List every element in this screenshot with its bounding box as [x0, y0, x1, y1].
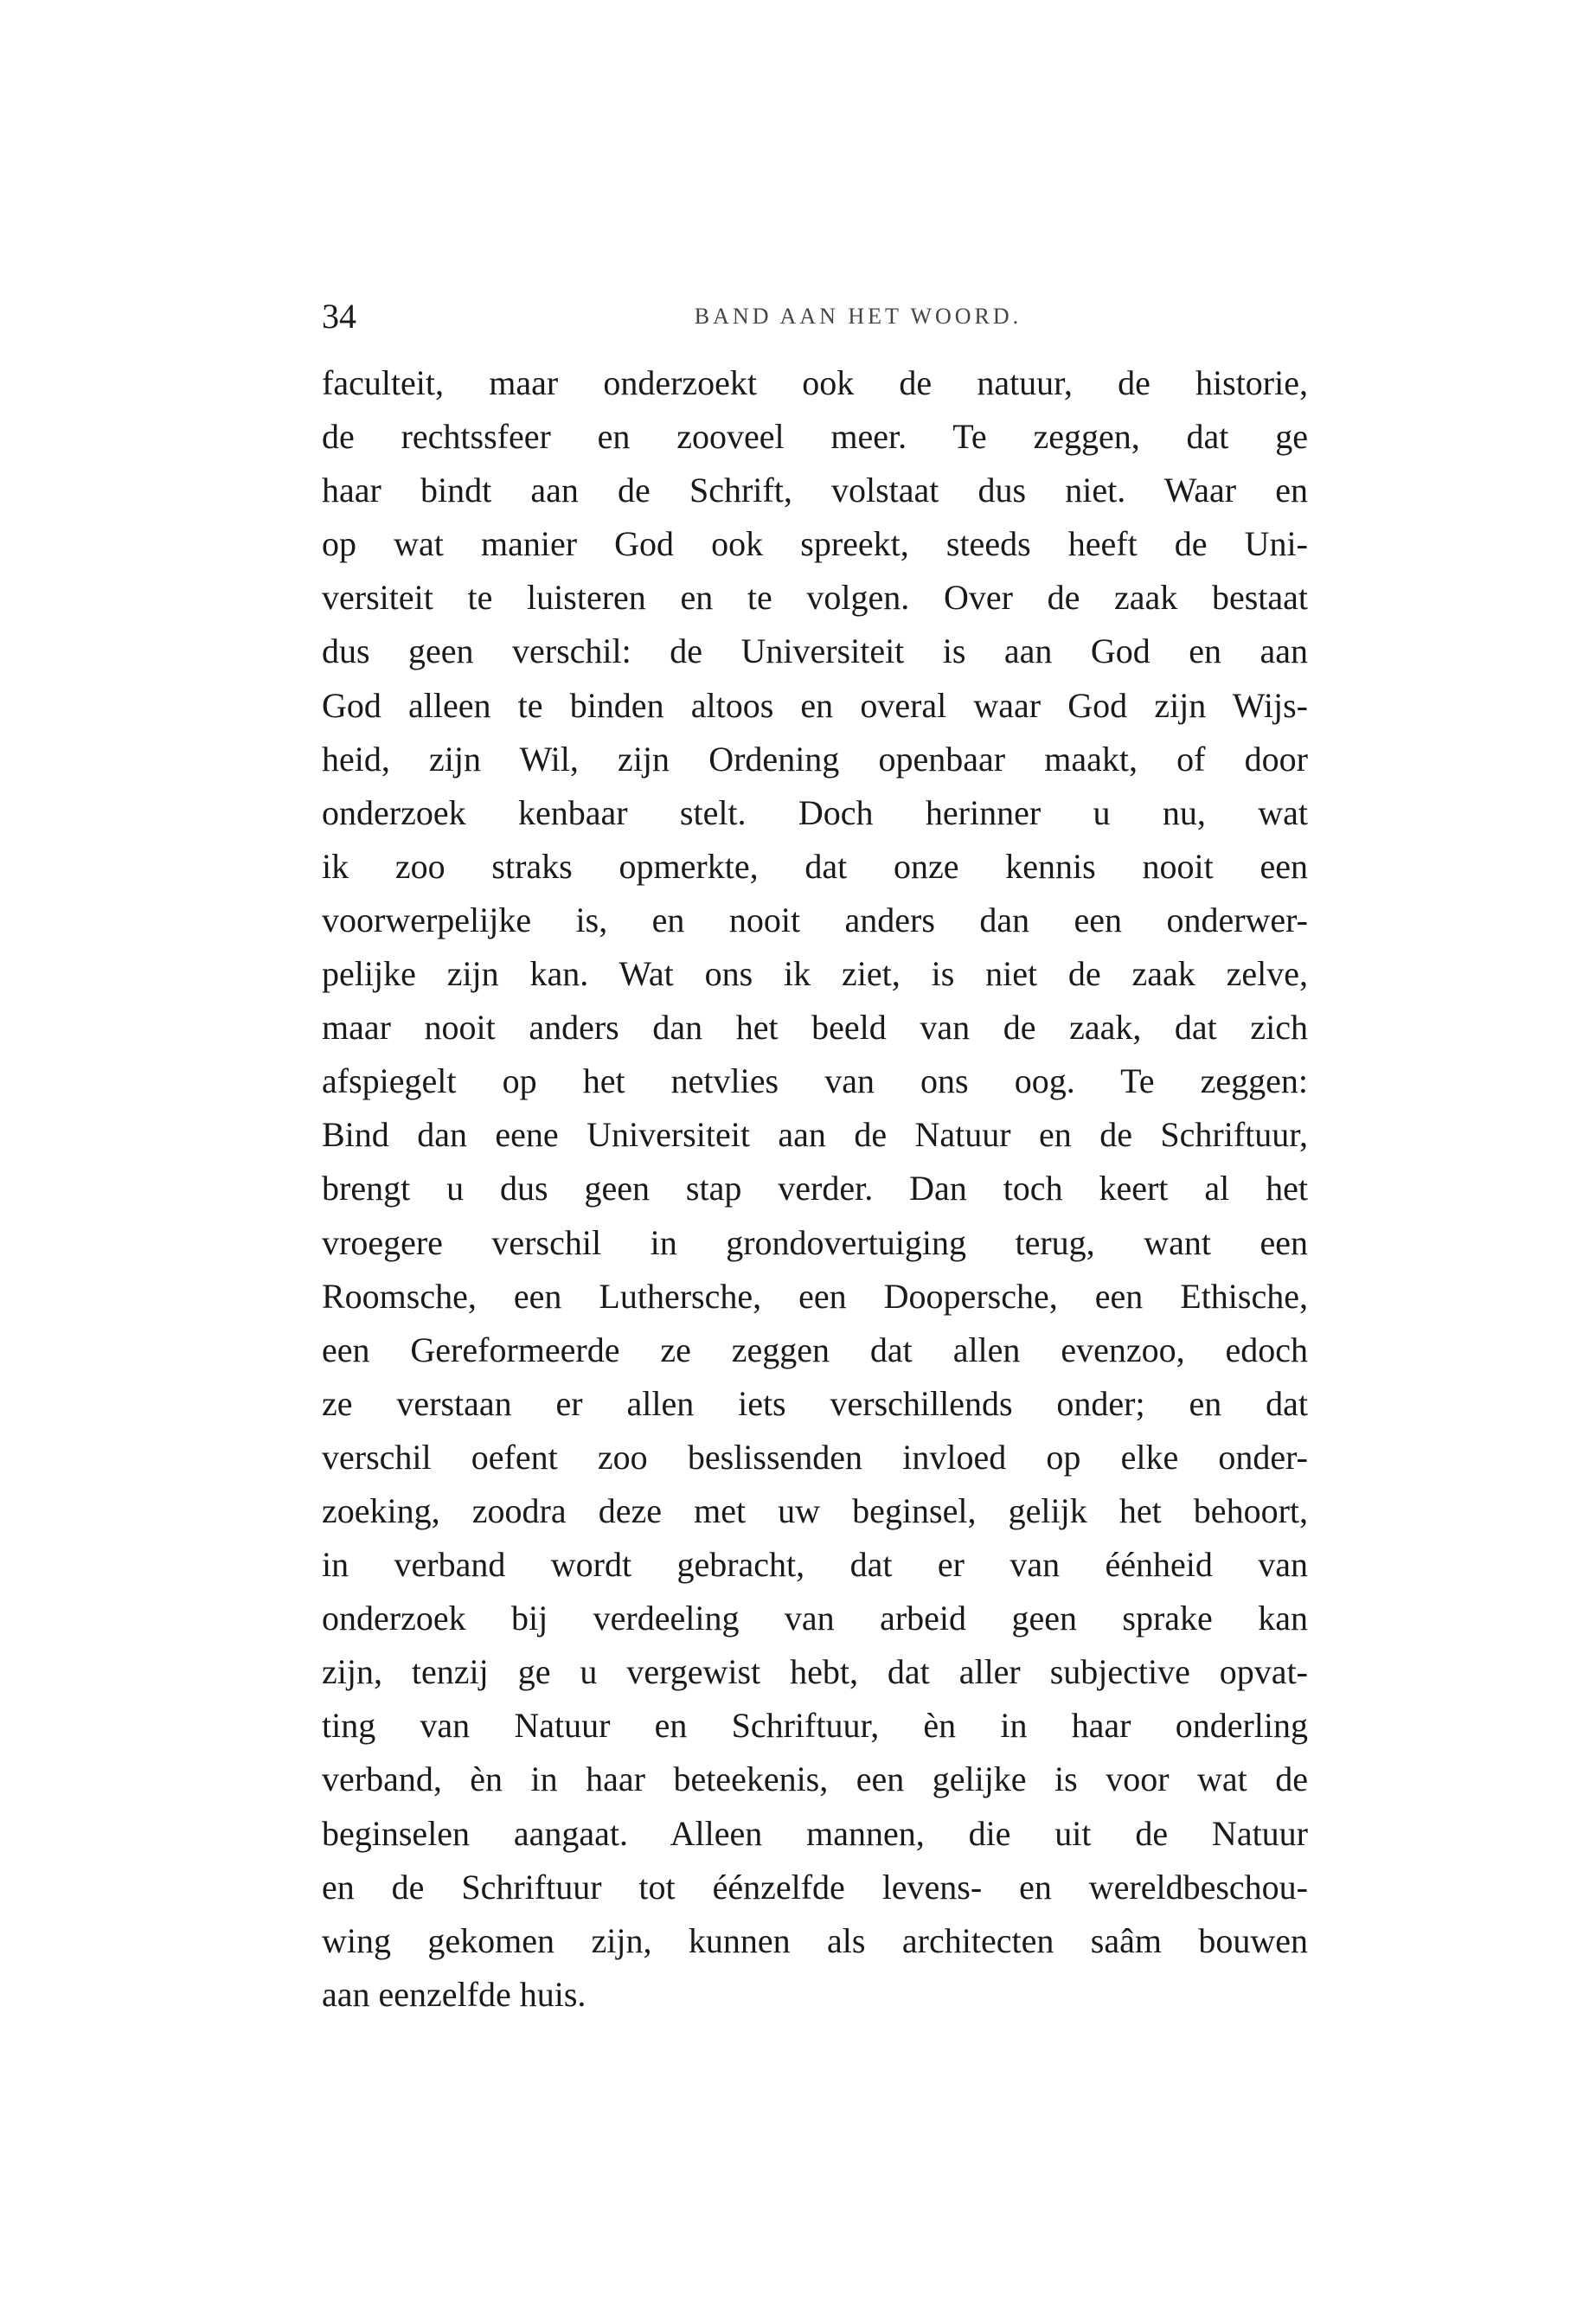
page-number: 34: [322, 297, 356, 336]
text-line: God alleen te binden altoos en overal waar God zijn Wijs-: [322, 685, 1308, 725]
text-line: ik zoo straks opmerkte, dat onze kennis nooit een: [322, 846, 1308, 886]
text-line: op wat manier God ook spreekt, steeds heeft de Uni-: [322, 524, 1308, 564]
text-line: onderzoek bij verdeeling van arbeid geen sprake kan: [322, 1599, 1308, 1638]
text-line: dus geen verschil: de Universiteit is aan God en aan: [322, 631, 1308, 671]
text-line: Roomsche, een Luthersche, een Doopersche, een Ethische,: [322, 1276, 1308, 1316]
text-line: brengt u dus geen stap verder. Dan toch keert al het: [322, 1169, 1308, 1208]
text-line: voorwerpelijke is, en nooit anders dan een onderwer-: [322, 900, 1308, 939]
text-line: beginselen aangaat. Alleen mannen, die uit de Natuur: [322, 1813, 1308, 1853]
running-title: BAND AAN HET WOORD.: [694, 304, 1022, 329]
text-line: pelijke zijn kan. Wat ons ik ziet, is niet de zaak zelve,: [322, 954, 1308, 994]
running-head: [322, 292, 1308, 341]
text-line: maar nooit anders dan het beeld van de zaak, dat zich: [322, 1008, 1308, 1048]
text-line: en de Schriftuur tot éénzelfde levens- en wereldbeschou-: [322, 1867, 1308, 1907]
text-line-last: aan eenzelfde huis.: [322, 1974, 586, 2014]
text-line: verschil oefent zoo beslissenden invloed op elke onder-: [322, 1437, 1308, 1477]
text-line: de rechtssfeer en zooveel meer. Te zeggen, dat ge: [322, 417, 1308, 457]
text-line: Bind dan eene Universiteit aan de Natuur en de Schriftuur,: [322, 1115, 1308, 1155]
text-line: ting van Natuur en Schriftuur, èn in haar onderling: [322, 1706, 1308, 1746]
text-line: verband, èn in haar beteekenis, een gelijke is voor wat de: [322, 1759, 1308, 1799]
text-line: afspiegelt op het netvlies van ons oog. Te zeggen:: [322, 1061, 1308, 1101]
body-text: [322, 356, 1308, 2022]
text-line: versiteit te luisteren en te volgen. Over de zaak bestaat: [322, 578, 1308, 618]
text-line: vroegere verschil in grondovertuiging terug, want een: [322, 1222, 1308, 1262]
text-line: haar bindt aan de Schrift, volstaat dus niet. Waar en: [322, 471, 1308, 510]
text-line: zijn, tenzij ge u vergewist hebt, dat aller subjective opvat-: [322, 1652, 1308, 1692]
text-line: ze verstaan er allen iets verschillends onder; en dat: [322, 1383, 1308, 1423]
text-line: wing gekomen zijn, kunnen als architecten saâm bouwen: [322, 1920, 1308, 1960]
text-line: een Gereformeerde ze zeggen dat allen evenzoo, edoch: [322, 1330, 1308, 1369]
text-line: faculteit, maar onderzoekt ook de natuur, de historie,: [322, 363, 1308, 402]
text-line: onderzoek kenbaar stelt. Doch herinner u nu, wat: [322, 792, 1308, 832]
text-line: heid, zijn Wil, zijn Ordening openbaar maakt, of door: [322, 739, 1308, 779]
text-line: in verband wordt gebracht, dat er van éénheid van: [322, 1545, 1308, 1585]
text-line: zoeking, zoodra deze met uw beginsel, gelijk het behoort,: [322, 1490, 1308, 1530]
